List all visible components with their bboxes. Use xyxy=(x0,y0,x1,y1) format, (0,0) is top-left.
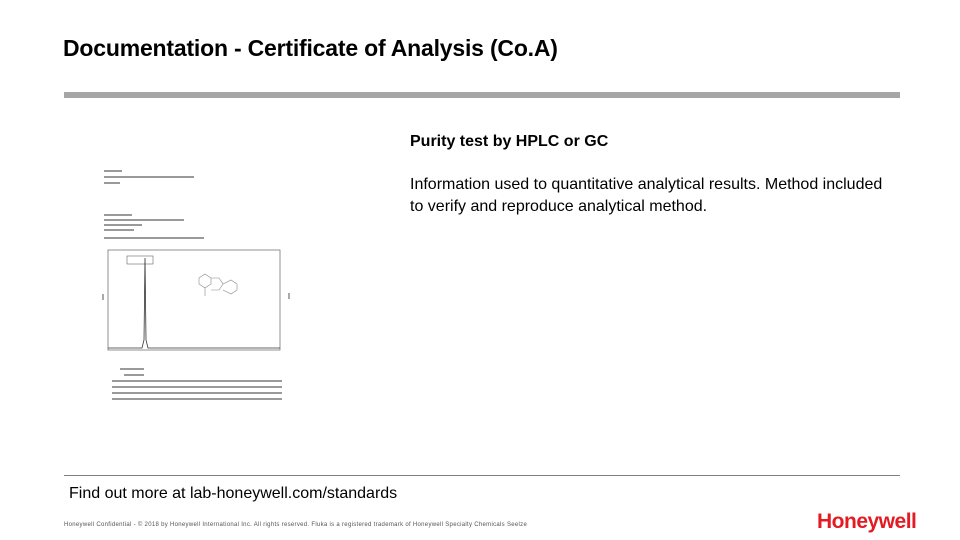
footer-divider xyxy=(64,475,900,476)
standards-link[interactable]: Find out more at lab-honeywell.com/standards xyxy=(69,485,398,502)
section-heading: Purity test by HPLC or GC xyxy=(410,133,609,150)
footer-legal-text: Honeywell Confidential - © 2018 by Honeywell International Inc. All rights reserved. Fluka is a registered trademark of Honeywell Specialty Chemicals Seelze xyxy=(64,522,528,528)
slide-title: Documentation - Certificate of Analysis (Co.A) xyxy=(63,35,558,61)
honeywell-logo: Honeywell xyxy=(817,510,917,533)
section-description: Information used to quantitative analytical results. Method included to verify and reproduce analytical method. xyxy=(410,176,883,215)
coa-document-image xyxy=(94,118,304,433)
title-divider xyxy=(64,92,900,98)
